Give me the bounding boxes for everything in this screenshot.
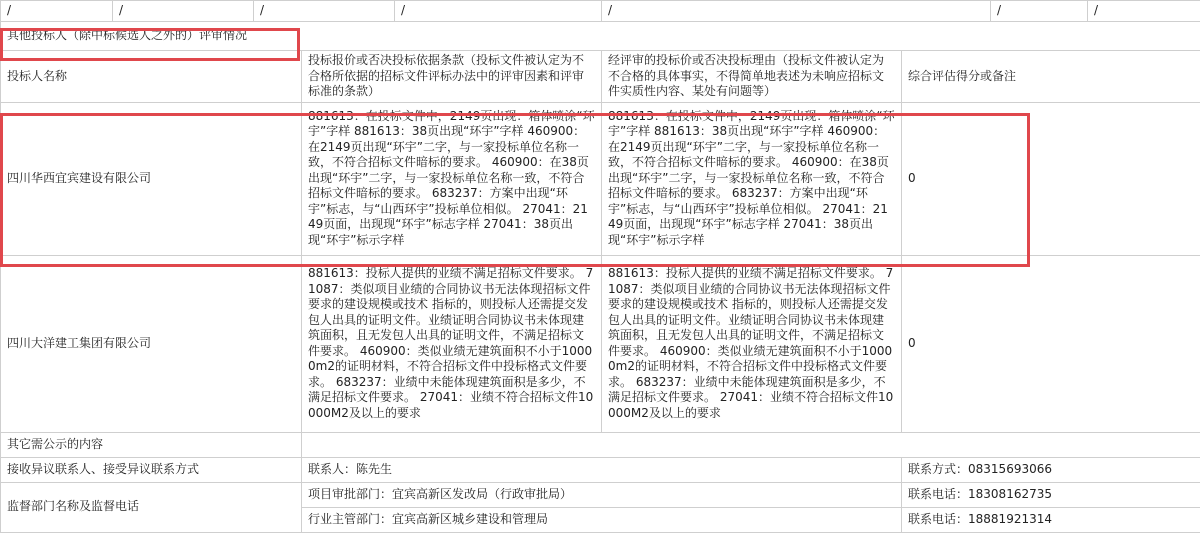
bidder-score: 0 — [902, 102, 1200, 255]
objection-label: 接收异议联系人、接受异议联系方式 — [1, 457, 302, 482]
other-publicity-label: 其它需公示的内容 — [1, 432, 302, 457]
supervision-dept: 行业主管部门：宜宾高新区城乡建设和管理局 — [302, 507, 902, 532]
top-cell: / — [991, 1, 1088, 22]
bidder-score: 0 — [902, 255, 1200, 432]
header-reason: 经评审的投标价或否决投标理由（投标文件被认定为不合格的具体事实，不得简单地表述为未响应招标文件实质性内容、某处有问题等） — [602, 51, 902, 103]
supervision-phone: 联系电话：18308162735 — [902, 482, 1200, 507]
bidder-reason: 881613：在投标文件中，2149页出现：箱体喷涂“环宇”字样 881613：38页出现“环宇”字样 460900：在2149页出现“环宇”二字，与一家投标单位名称一致，不符合招标文件暗标的要求。 460900：在38页出现“环宇”二字，与一家投标单位名称一致，不符合招标文件暗标的要求。 683237：方案中出现“环宇”标志，与“山西环宇”投标单位相似。 27041：2149页面，出现现“环宇”标志字样 27041：38页出现“环宇”标示字样 — [602, 102, 902, 255]
objection-contact-person: 联系人：陈先生 — [302, 457, 902, 482]
supervision-label: 监督部门名称及监督电话 — [1, 482, 302, 532]
bidder-row — [1, 102, 1200, 255]
other-publicity-row — [1, 432, 1200, 457]
supervision-dept: 项目审批部门：宜宾高新区发改局（行政审批局） — [302, 482, 902, 507]
top-row — [1, 1, 1200, 22]
top-cell: / — [1088, 1, 1200, 22]
bidder-name: 四川华西宜宾建设有限公司 — [1, 102, 302, 255]
header-row — [1, 51, 1200, 103]
bidder-clause: 881613：投标人提供的业绩不满足招标文件要求。 71087：类似项目业绩的合同协议书无法体现招标文件要求的建设规模或技术 指标的，则投标人还需提交发包人出具的证明文件。业绩证明合同协议书未体现建筑面积，且无发包人出具的证明文件，不满足招标文件要求。 460900：类似业绩无建筑面积不小于10000m2的证明材料，不符合招标文件中投标格式文件要求。 683237：业绩中未能体现建筑面积是多少，不满足招标文件要求。 27041：业绩不符合招标文件10000M2及以上的要求 — [302, 255, 602, 432]
top-cell: / — [395, 1, 602, 22]
other-publicity-value — [302, 432, 1200, 457]
header-clause: 投标报价或否决投标依据条款（投标文件被认定为不合格所依据的招标文件评标办法中的评审因素和评审标准的条款） — [302, 51, 602, 103]
bidder-reason: 881613：投标人提供的业绩不满足招标文件要求。 71087：类似项目业绩的合同协议书无法体现招标文件要求的建设规模或技术 指标的，则投标人还需提交发包人出具的证明文件。业绩证明合同协议书未体现建筑面积，且无发包人出具的证明文件，不满足招标文件要求。 460900：类似业绩无建筑面积不小于10000m2的证明材料，不符合招标文件中投标格式文件要求。 683237：业绩中未能体现建筑面积是多少，不满足招标文件要求。 27041：业绩不符合招标文件10000M2及以上的要求 — [602, 255, 902, 432]
section-title: 其他投标人（除中标候选人之外的）评审情况 — [1, 22, 1200, 51]
top-cell: / — [254, 1, 395, 22]
top-cell: / — [113, 1, 254, 22]
supervision-row — [1, 482, 1200, 507]
top-cell: / — [1, 1, 113, 22]
section-title-row — [1, 22, 1200, 51]
supervision-phone: 联系电话：18881921314 — [902, 507, 1200, 532]
bidder-name: 四川大洋建工集团有限公司 — [1, 255, 302, 432]
bidder-clause: 881613：在投标文件中，2149页出现：箱体喷涂“环宇”字样 881613：38页出现“环宇”字样 460900：在2149页出现“环宇”二字，与一家投标单位名称一致，不符合招标文件暗标的要求。 460900：在38页出现“环宇”二字，与一家投标单位名称一致，不符合招标文件暗标的要求。 683237：方案中出现“环宇”标志，与“山西环宇”投标单位相似。 27041：2149页面，出现现“环宇”标志字样 27041：38页出现“环宇”标示字样 — [302, 102, 602, 255]
objection-contact-method: 联系方式：08315693066 — [902, 457, 1200, 482]
header-bidder-name: 投标人名称 — [1, 51, 302, 103]
bidder-row — [1, 255, 1200, 432]
objection-row — [1, 457, 1200, 482]
top-cell: / — [602, 1, 991, 22]
header-score: 综合评估得分或备注 — [902, 51, 1200, 103]
